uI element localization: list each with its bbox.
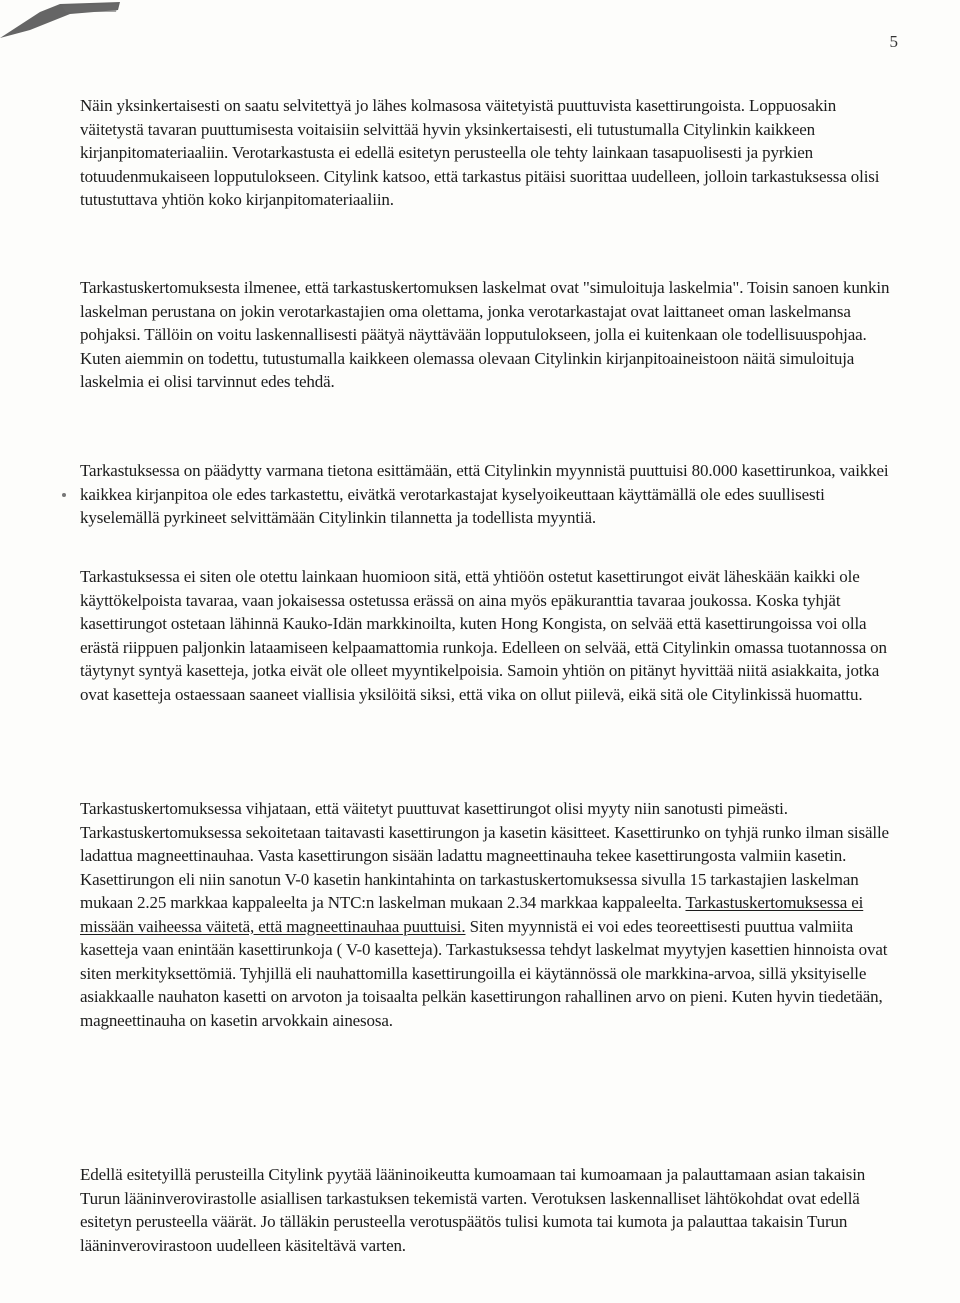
paragraph-1: Näin yksinkertaisesti on saatu selvitettyä jo lähes kolmasosa väitetyistä puuttuvista kasettirungoista. Loppuosakin väitetystä tavaran puuttumisesta voitaisiin selvittää hyvin yksinkertaisesti, eli tutustumalla Citylinkin kaikkeen kirjanpitomateriaaliin. Verotarkastusta ei edellä esitetyn perusteella ole tehty lainkaan tasapuolisesti ja pyrkien totuudenmukaiseen lopputulokseen. Citylink katsoo, että tarkastus pitäisi suorittaa uudelleen, jolloin tarkastuksessa olisi tutustuttava yhtiön koko kirjanpitomateriaaliin. [80,96,880,209]
paragraph-5-text-before: Tarkastuskertomuksessa vihjataan, että väitetyt puuttuvat kasettirungot olisi myyty niin sanotusti pimeästi. Tarkastuskertomuksessa sekoitetaan taitavasti kasettirungon ja kasetin käsitteet. Kasettirunko on tyhjä runko ilman sisälle ladattua magneettinauhaa. Vasta kasettirungon sisään ladattu magneettinauha tekee kasettirungosta valmiin kasetin. Kasettirungon eli niin sanotun V-0 kasetin hankintahinta on tarkastuskertomuksessa sivulla 15 tarkastajien laskelman mukaan 2.25 markkaa kappaleelta ja NTC:n laskelman mukaan 2.34 markkaa kappaleelta. [80,799,889,912]
page-number: 5 [889,32,898,51]
paragraph-2: Tarkastuskertomuksesta ilmenee, että tarkastuskertomuksen laskelmat ovat "simuloituja laskelmia". Toisin sanoen kunkin laskelman perustana on jokin verotarkastajien oma olettama, jonka verotarkastajat ovat laittaneet oman laskelmansa pohjaksi. Tällöin on voitu laskennallisesti päätyä näyttävään lopputulokseen, jolla ei kuitenkaan ole todellisuuspohjaa. Kuten aiemmin on todettu, tutustumalla kaikkeen olemassa olevaan Citylinkin kirjanpitoaineistoon näitä simuloituja laskelmia ei olisi tarvinnut edes tehdä. [80,278,890,391]
paragraph-6: Edellä esitetyillä perusteilla Citylink pyytää lääninoikeutta kumoamaan tai kumoamaan ja palauttamaan asian takaisin Turun lääninverovirastolle asiallisen tarkastuksen tekemistä varten. Verotuksen laskennalliset lähtökohdat ovat edellä esitetyn perusteella väärät. Jo tälläkin perusteella verotuspäätös tulisi kumota tai kumota ja palauttaa takaisin Turun lääninverovirastoon uudelleen käsiteltävä varten. [80,1165,866,1255]
paragraph-4: Tarkastuksessa ei siten ole otettu lainkaan huomioon sitä, että yhtiöön ostetut kasettirungot eivät läheskään kaikki ole käyttökelpoista tavaraa, vaan jokaisessa ostetussa erässä on aina myös epäkuranttia tavaraa joukossa. Koska tyhjät kasettirungot ostetaan lähinnä Kauko-Idän markkinoilta, kuten Hong Kongista, on selvää että kasettirungoissa voi olla erästä riippuen paljonkin lataamiseen kelpaamattomia runkoja. Edelleen on selvää, että Citylinkin omassa tuotannossa on täytynyt syntyä kasetteja, jotka eivät ole olleet myyntikelpoisia. Samoin yhtiön on pitänyt hyvittää niitä asiakkaita, jotka ovat kasetteja ostaessaan saaneet viallisia yksilöitä siksi, että vika on ollut piilevä, eikä sitä ole Citylinkissä huomattu. [80,567,887,704]
paragraph-3: Tarkastuksessa on päädytty varmana tietona esittämään, että Citylinkin myynnistä puuttuisi 80.000 kasettirunkoa, vaikkei kaikkea kirjanpitoa ole edes tarkastettu, eivätkä verotarkastajat kyselyoikeuttaan käyttämällä ole edes suullisesti kyselemällä pyrkineet selvittämään Citylinkin tilannetta ja todellista myyntiä. [80,461,889,527]
margin-mark [62,493,66,497]
paragraph-5-underlined-text: Tarkastuskertomuksessa ei missään vaiheessa väitetä, että magneettinauhaa puuttuisi. [80,893,864,936]
paragraph-5-text-after: Siten myynnistä ei voi edes teoreettisesti puuttua valmiita kasetteja vaan enintään kasettirunkoja ( V-0 kasetteja). Tarkastuksessa tehdyt laskelmat myytyjen kasettien hinnoista ovat siten merkityksettömiä. Tyhjillä eli nauhattomilla kasettirungoilla ei käytännössä ole markkina-arvoa, sillä yksityiselle asiakkaalle nauhaton kasetti on arvoton ja toisaalta pelkän kasettirungon rahallinen arvo on pieni. Kuten hyvin tiedetään, magneettinauha on kasetin arvokkain ainesosa. [80,916,888,1030]
paragraph-5 [80,797,895,1032]
scan-corner-smudge [0,0,150,40]
